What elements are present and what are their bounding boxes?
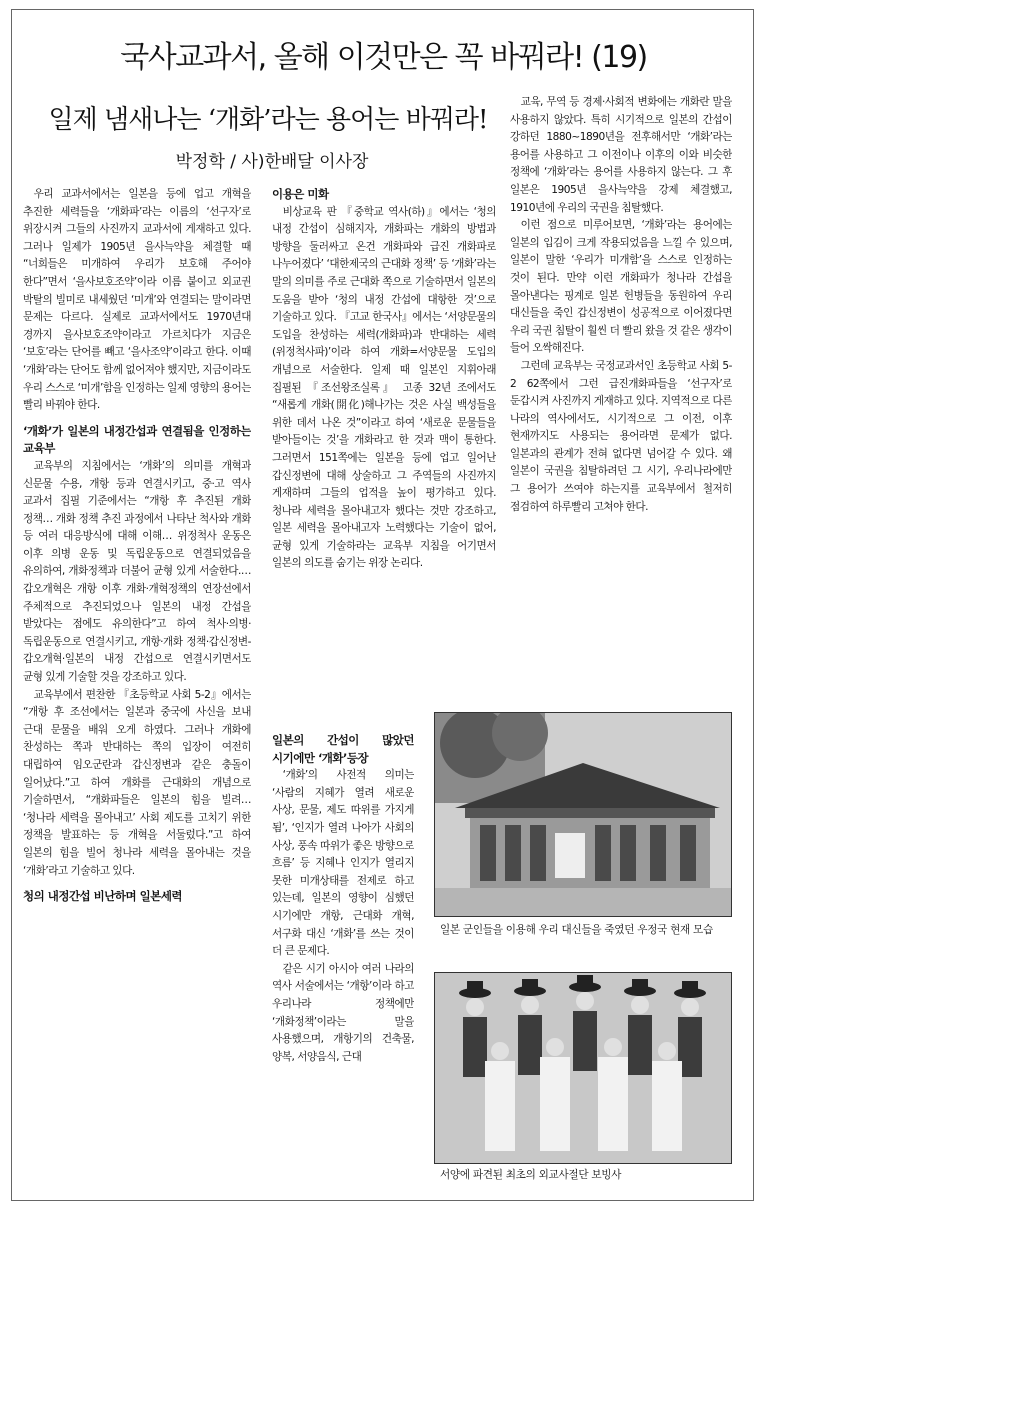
headline: 일제 냄새나는 ‘개화’라는 용어는 바꿔라!	[48, 105, 488, 135]
paragraph: 비상교육 판 『중학교 역사(하)』에서는 ‘청의 내정 간섭이 심해지자, 개화파는 개화의 방법과 방향을 둘러싸고 온건 개화파와 급진 개화파로 나누어졌다’ ‘대한제국의 근대화 정책’ 등 ‘개화’라는 말의 의미를 주로 근대화 쪽으로 기술하면서 일본의 도움을 받아 ‘청의 내정 간섭에 대항한 것’으로 기술하고 있다. 『고교 한국사』에서는 ‘서양문물의 도입을 찬성하는 세력(개화파)과 반대하는 세력(위정척사파)’이라 하여 개화=서양문물 도입의 개념으로 서술한다. 일제 때 일본인 지휘아래 집필된 『조선왕조실록』 고종 32년 조에서도 “새롭게 개화(開化)해나가는 것은 사실 백성들을 위한 데서 나온 것”이라고 하여 ‘새로운 문물들을 받아들이는 것’을 개화라고 한 것과 맥이 통한다. 그러면서 151쪽에는 일본을 등에 업고 일어난 갑신정변에 대해 상술하고 그 주역들의 사진까지 게재하며 그들의 업적을 높이 평가하고 있다. 청나라 세력을 몰아내고자 했다는 것만 강조하고, 일본 세력을 몰아내고자 노력했다는 기술이 없어, 균형 있게 기술하라는 교육부 지침을 어기면서 일본의 의도를 숨기는 위장 논리다.	[272, 205, 496, 570]
paragraph: 교육, 무역 등 경제·사회적 변화에는 개화란 말을 사용하지 않았다. 특히 시기적으로 일본의 간섭이 강하던 1880~1890년을 전후해서만 ‘개화’라는 용어를 사용하고 그 이전이나 이후의 이와 비슷한 정책에 ‘개화’라는 용어를 사용하지 않는다. 그 후 일본은 1905년 을사늑약을 강제 체결했고, 1910년에 우리의 국권을 침탈했다.	[510, 96, 732, 214]
column-1	[23, 186, 251, 1186]
subheading: 일본의 간섭이 많았던 시기에만 ‘개화’등장	[272, 733, 414, 765]
subheading: 청의 내정간섭 비난하며 일본세력	[23, 889, 183, 904]
byline: 박정학 / 사)한배달 이사장	[175, 152, 369, 172]
paragraph: 이런 점으로 미루어보면, ‘개화’라는 용어에는 일본의 입김이 크게 작용되었음을 느낄 수 있으며, 일본이 말한 ‘우리가 미개함’을 스스로 인정하는 것이 된다. 만약 이런 개화파가 청나라 간섭을 몰아낸다는 핑계로 일본 헌병들을 동원하여 우리 대신들을 죽인 갑신정변이 성공적으로 이어졌다면 우리 국권 침탈이 훨씬 더 빨리 왔을 것 같은 생각이 들어 오싹해진다.	[510, 219, 732, 355]
series-title: 국사교과서, 올해 이것만은 꼭 바꿔라! (19)	[120, 40, 647, 75]
group-photo-illustration	[435, 973, 731, 1163]
column-3	[510, 94, 732, 654]
subheading: ‘개화’가 일본의 내정간섭과 연결됨을 인정하는 교육부	[23, 423, 251, 456]
column-2-lower	[272, 732, 414, 1187]
photo-caption: 일본 군인들을 이용해 우리 대신들을 죽였던 우정국 현재 모습	[440, 924, 713, 936]
paragraph: 교육부에서 편찬한 『초등학교 사회 5-2』에서는 “개항 후 조선에서는 일본과 중국에 사신을 보내 근대 문물을 배워 오게 하였다. 그러나 개화에 찬성하는 쪽과 반대하는 쪽의 입장이 여전히 대립하여 임오군란과 갑신정변과 같은 충돌이 일어났다.”고 하여 개화를 근대화의 개념으로 기술하면서, “개화파들은 일본의 힘을 빌려… ‘청나라 세력을 몰아내고’ 사회 제도를 고치기 위한 정책을 발표하는 등 개혁을 서둘렀다.”고 하여 일본의 힘을 빌어 청나라 세력을 몰아내는 것을 ‘개화’라고 기술하고 있다.	[23, 688, 251, 877]
photo-diplomatic-mission	[434, 972, 732, 1164]
photo-post-office-building	[434, 712, 732, 917]
photo-caption: 서양에 파견된 최초의 외교사절단 보빙사	[440, 1169, 622, 1181]
paragraph: 우리 교과서에서는 일본을 등에 업고 개혁을 추진한 세력들을 ‘개화파’라는 이름의 ‘선구자’로 위장시켜 그들의 사진까지 교과서에 게재하고 있다. 그러나 일제가 1905년 을사늑약을 체결할 때 “너희들은 미개하여 우리가 보호해 주어야 한다”면서 ‘을사보호조약’이라 이름 붙이고 외교권 박탈의 빌미로 내세웠던 ‘미개’와 연결되는 말이라면 문제는 다르다. 실제로 교과서에서도 1970년대 경까지 을사보호조약이라고 가르치다가 지금은 ‘보호’라는 단어를 빼고 ‘을사조약’이라고 한다. 이때 ‘개화’라는 단어도 함께 없어져야 했지만, 지금이라도 우리 스스로 ‘미개’함을 인정하는 일제 영향의 용어는 빨리 바꿔야 한다.	[23, 188, 251, 412]
paragraph: 같은 시기 아시아 여러 나라의 역사 서술에서는 ‘개항’이라 하고 우리나라 정책에만 ‘개화정책’이라는 말을 사용했으며, 개항기의 건축물, 양복, 서양음식, 근대	[272, 962, 414, 1063]
column-2	[272, 186, 496, 716]
building-illustration	[435, 713, 731, 916]
paragraph: 그런데 교육부는 국정교과서인 초등학교 사회 5-2 62쪽에서 그런 급진개화파들을 ‘선구자’로 둔갑시켜 사진까지 게재하고 있다. 지역적으로 다른 나라의 역사에서도, 시기적으로 그 이전, 이후 현재까지도 사용되는 용어라면 문제가 없다. 일본과의 관계가 전혀 없다면 넘어갈 수 있다. 왜 일본이 국권을 침탈하려던 그 시기, 우리나라에만 그 용어가 쓰여야 하는지를 교육부에서 철저히 점검하여 하루빨리 고쳐야 한다.	[510, 359, 732, 513]
subheading: 이용은 미화	[272, 187, 329, 201]
paragraph: ‘개화’의 사전적 의미는 ‘사람의 지혜가 열려 새로운 사상, 문물, 제도 따위를 가지게 됨’, ‘인지가 열려 나아가 사회의 사상, 풍속 따위가 좋은 방향으로 흐름’ 등 지혜나 인지가 열리지 못한 미개상태를 전제로 하고 있는데, 일본의 영향이 심했던 시기에만 개항, 근대화 개혁, 서구화 대신 ‘개화’를 쓰는 것이 더 큰 문제다.	[272, 769, 414, 958]
paragraph: 교육부의 지침에서는 ‘개화’의 의미를 개혁과 신문물 수용, 개항 등과 연결시키고, 중·고 역사 교과서 집필 기준에서는 “개항 후 추진된 개화 정책… 개화 정책 추진 과정에서 나타난 척사와 개화 등 여러 대응방식에 대해 이해… 위정척사 운동은 이후 의병 운동 및 독립운동으로 연결되었음을 유의하여, 개화정책과 더불어 균형 있게 서술한다.… 갑오개혁은 개항 이후 개화·개혁정책의 연장선에서 주체적으로 추진되었으나 일본의 내정 간섭을 받았다는 점에도 유의한다”고 하여 척사·의병·독립운동으로 연결시키고, 개항·개화 정책·갑신정변-갑오개혁·일본의 내정 간섭으로 연결시키면서도 균형 있게 기술할 것을 강조하고 있다.	[23, 459, 251, 684]
